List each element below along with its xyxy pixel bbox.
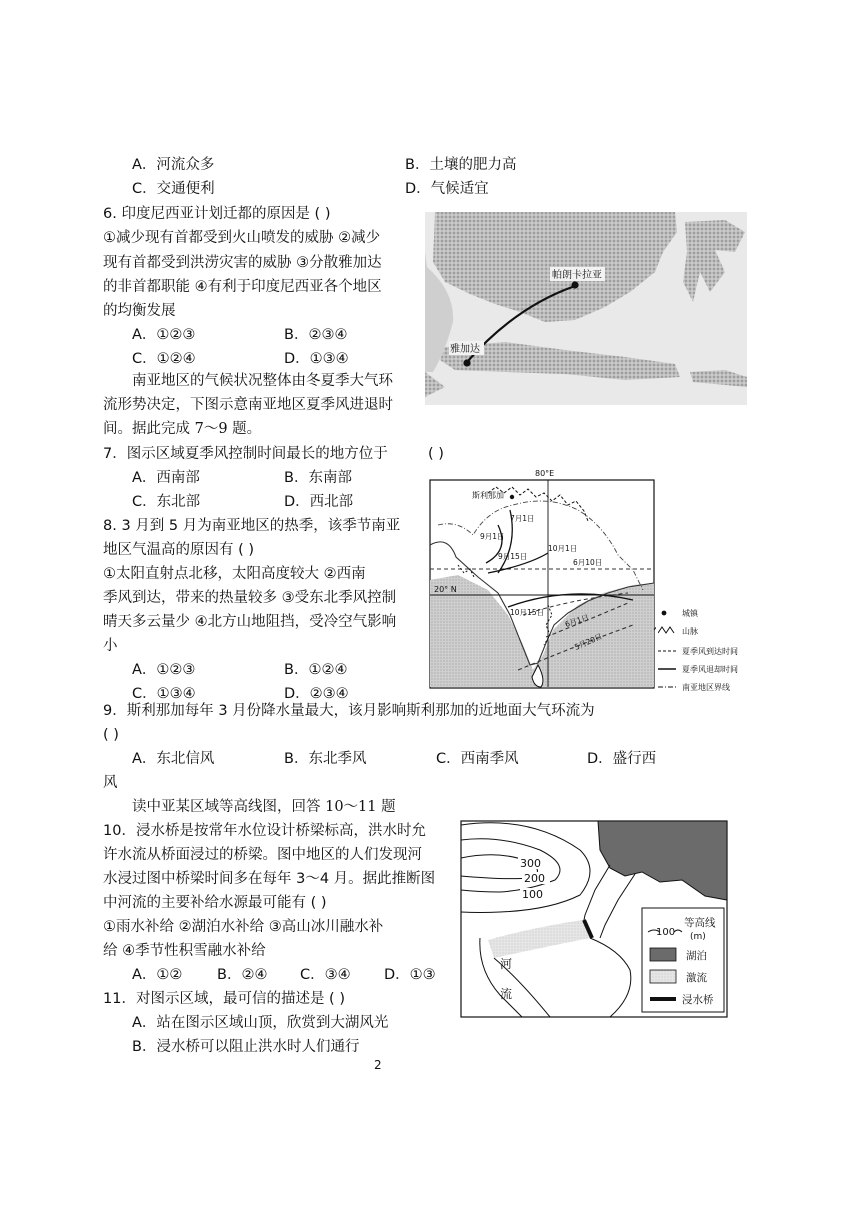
- q11-stem: 11．对图示区域，最可信的描述是 ( ): [103, 991, 345, 1007]
- intro-7-9-line: 流形势决定，下图示意南亚地区夏季风进退时: [103, 397, 393, 413]
- legend-boundary: 南亚地区界线: [682, 683, 730, 691]
- q11-option-a: A．站在图示区域山顶，欣赏到大湖风光: [132, 1015, 389, 1031]
- q9-stem: 9．斯利那加每年 3 月份降水量最大，该月影响斯利那加的近地面大气环流为: [103, 703, 595, 719]
- date-label: 5月20日: [573, 631, 604, 652]
- q9-option-c: C．西南季风: [436, 751, 519, 767]
- date-label: 9月1日: [480, 532, 505, 541]
- q9-option-d: D．盛行西: [587, 751, 657, 767]
- south-asia-monsoon-map: [428, 465, 656, 690]
- srinagar-dot: [510, 495, 514, 499]
- jakarta-label: 雅加达: [450, 344, 480, 355]
- river-label: 河: [500, 957, 513, 971]
- lon-label: 80°E: [535, 469, 555, 478]
- page-number: 2: [374, 1058, 382, 1072]
- date-label: 9月15日: [498, 552, 528, 561]
- legend-retreat: 夏季风退却时间: [682, 665, 738, 674]
- q7-option-d: D．西北部: [284, 494, 354, 510]
- monsoon-legend: [658, 607, 758, 691]
- river-label: 流: [500, 987, 513, 1001]
- q10-option-b: B．②④: [217, 967, 268, 983]
- q8-body-line: 小: [103, 638, 118, 654]
- q9-answer-paren: ( ): [103, 727, 119, 743]
- q6-option-b: B．②③④: [284, 327, 348, 343]
- q6-option-c: C．①②④: [132, 351, 196, 367]
- q7-answer-paren: ( ): [428, 446, 444, 462]
- legend-contour-value: 100: [656, 927, 676, 938]
- q9-option-a: A．东北信风: [132, 751, 215, 767]
- q7-option-a: A．西南部: [132, 470, 200, 486]
- legend-rapids: 激流: [686, 972, 707, 984]
- q8-option-d: D．②③④: [284, 686, 349, 702]
- indonesia-map: [425, 212, 747, 405]
- q7-stem: 7．图示区域夏季风控制时间最长的地方位于: [103, 446, 388, 462]
- q8-body-line: 8. 3 月到 5 月为南亚地区的热季，该季节南亚: [103, 518, 401, 534]
- q10-body-line: 中河流的主要补给水源最可能有 ( ): [103, 895, 327, 911]
- contour-100-label: 100: [522, 888, 543, 901]
- q8-body-line: 季风到达，带来的热量较多 ③受东北季风控制: [103, 590, 397, 606]
- q10-option-a: A．①②: [132, 967, 183, 983]
- q10-body-line: 10．浸水桥是按常年水位设计桥梁标高，洪水时允: [103, 823, 426, 839]
- q10-body-line: 给 ④季节性积雪融水补给: [103, 943, 266, 959]
- q6-body-line: 现有首都受到洪涝灾害的威胁 ③分散雅加达: [103, 255, 382, 271]
- q10-option-c: C．③④: [300, 967, 351, 983]
- contour-map: [460, 820, 728, 1018]
- legend-town: 城镇: [682, 609, 698, 618]
- q10-option-d: D．①③: [384, 967, 436, 983]
- q8-body-line: 晴天多云量少 ④北方山地阻挡，受冷空气影响: [103, 614, 397, 630]
- q5-option-a: A．河流众多: [132, 157, 215, 173]
- q8-option-a: A．①②③: [132, 662, 196, 678]
- q8-option-b: B．①②④: [284, 662, 348, 678]
- q5-option-b: B．土壤的肥力高: [405, 157, 517, 173]
- legend-arrival: 夏季风到达时间: [682, 647, 738, 656]
- q6-option-d: D．①③④: [284, 351, 349, 367]
- date-label: 6月10日: [573, 558, 603, 567]
- intro-7-9-line: 间。据此完成 7～9 题。: [103, 421, 262, 437]
- contour-300-label: 300: [520, 857, 541, 870]
- q9-option-d-cont: 风: [103, 775, 118, 791]
- q6-stem: 6. 印度尼西亚计划迁都的原因是 ( ): [103, 206, 331, 222]
- legend-bridge: 浸水桥: [682, 994, 714, 1006]
- q5-option-d: D．气候适宜: [405, 181, 489, 197]
- q6-body-line: ①减少现有首都受到火山喷发的威胁 ②减少: [103, 230, 381, 246]
- q6-body-line: 的均衡发展: [103, 303, 176, 319]
- q7-option-b: B．东南部: [284, 470, 352, 486]
- date-label: 10月15日: [510, 608, 545, 617]
- date-label: 10月1日: [548, 544, 578, 553]
- q8-body-line: 地区气温高的原因有 ( ): [103, 542, 255, 558]
- srinagar-label: 斯利那加: [472, 491, 504, 500]
- legend-contour: 等高线: [684, 917, 716, 929]
- q6-option-a: A．①②③: [132, 327, 196, 343]
- lat-label: 20° N: [434, 585, 457, 594]
- q5-option-c: C．交通便利: [132, 181, 215, 197]
- legend-lake: 湖泊: [686, 950, 707, 962]
- q10-body-line: 许水流从桥面浸过的桥梁。图中地区的人们发现河: [103, 847, 422, 863]
- date-label: 7月1日: [510, 514, 535, 523]
- q11-option-b: B．浸水桥可以阻止洪水时人们通行: [132, 1039, 360, 1055]
- intro-10-11: 读中亚某区域等高线图，回答 10～11 题: [132, 799, 396, 815]
- legend-unit: (m): [690, 932, 706, 942]
- palangkaraya-label: 帕朗卡拉亚: [552, 270, 602, 281]
- q8-option-c: C．①③④: [132, 686, 196, 702]
- legend-mountain: 山脉: [682, 627, 698, 636]
- q9-option-b: B．东北季风: [284, 751, 367, 767]
- q10-body-line: 水浸过图中桥梁时间多在每年 3～4 月。据此推断图: [103, 871, 436, 887]
- q6-body-line: 的非首都职能 ④有利于印度尼西亚各个地区: [103, 279, 382, 295]
- intro-7-9-line: 南亚地区的气候状况整体由冬夏季大气环: [132, 373, 393, 389]
- q7-option-c: C．东北部: [132, 494, 201, 510]
- q10-body-line: ①雨水补给 ②湖泊水补给 ③高山冰川融水补: [103, 919, 384, 935]
- q8-body-line: ①太阳直射点北移，太阳高度较大 ②西南: [103, 566, 366, 582]
- date-label: 6月1日: [563, 612, 590, 629]
- contour-200-label: 200: [524, 872, 545, 885]
